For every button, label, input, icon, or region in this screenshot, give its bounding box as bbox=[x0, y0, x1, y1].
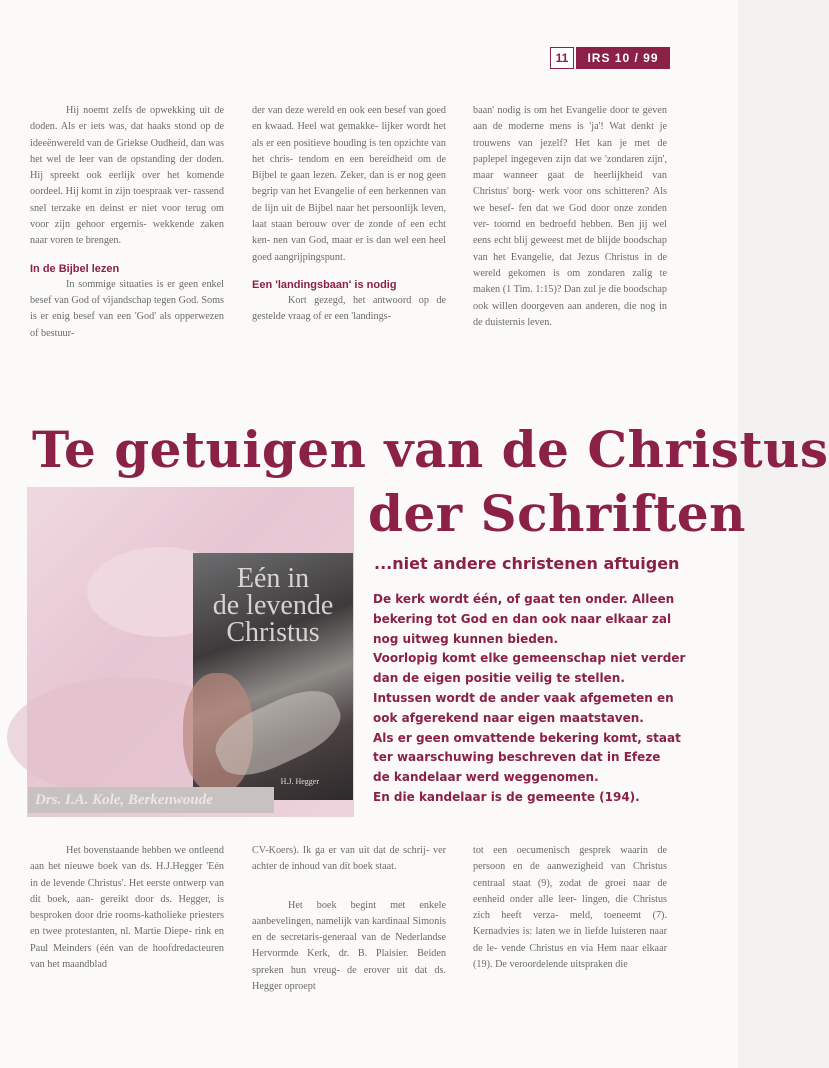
article-title-line-2: der Schriften bbox=[368, 484, 747, 543]
top-column-3 bbox=[473, 103, 667, 331]
body-paragraph: CV-Koers). Ik ga er van uit dat de schrij- ver achter de inhoud van dit boek staat. bbox=[252, 845, 446, 873]
top-column-1 bbox=[30, 103, 224, 342]
book-title-line: de levende bbox=[212, 590, 334, 621]
intro-line: De kerk wordt één, of gaat ten onder. Alleen bbox=[373, 592, 675, 606]
page-number: 11 bbox=[550, 47, 574, 69]
body-paragraph: baan' nodig is om het Evangelie door te geven aan de moderne mens is 'ja'! Wat denkt je trouwens van jezelf? Het kan je met de paplepel ingegeven zijn dat we 'zondaren zijn', maar wanneer gaat de heerlijkheid van Christus' borg- werk voor ons schitteren? Als we besef- fen dat we God door onze zonden ver- toornd en bedroefd hebben. Ben jij wel eens echt blij geweest met de blijde boodschap van het Evangelie, dat Jezus Christus in de wereld gekomen is om zondaren zalig te maken (1 Tim. 1:15)? Dan zul je die boodschap ook willen doorgeven aan anderen, die nog in de duisternis leven. bbox=[473, 105, 667, 328]
body-paragraph: Kort gezegd, het antwoord op de gestelde vraag of er een 'landings- bbox=[252, 294, 446, 323]
page-badge bbox=[550, 47, 670, 69]
intro-line: ter waarschuwing beschreven dat in Efeze bbox=[373, 750, 661, 765]
intro-line: Intussen wordt de ander vaak afgemeten en bbox=[373, 690, 674, 705]
intro-line: nog uitweg kunnen bieden. bbox=[373, 631, 559, 646]
paragraph-gap bbox=[252, 887, 446, 898]
book-cover-author: H.J. Hegger bbox=[280, 777, 319, 786]
top-column-2 bbox=[252, 103, 446, 326]
bottom-column-2 bbox=[252, 843, 446, 995]
book-cover-image bbox=[193, 553, 353, 800]
paragraph-gap bbox=[252, 266, 446, 277]
section-heading: In de Bijbel lezen bbox=[30, 262, 120, 275]
body-paragraph: Het boek begint met enkele aanbevelingen, namelijk van kardinaal Simonis en de secretaris-generaal van de Nederlandse Hervormde Kerk, dr. B. Plaisier. Beiden spreken hun vreug- de erover uit dat ds. Hegger oproept bbox=[252, 899, 446, 993]
intro-line: ook afgerekend naar eigen maatstaven. bbox=[373, 710, 644, 725]
article-title-line-1: Te getuigen van de Christus bbox=[32, 420, 829, 479]
bottom-column-3 bbox=[473, 843, 667, 973]
intro-line: Voorlopig komt elke gemeenschap niet verder bbox=[373, 651, 686, 666]
intro-line: dan de eigen positie veilig te stellen. bbox=[373, 671, 625, 686]
intro-line: bekering tot God en dan ook naar elkaar zal bbox=[373, 611, 672, 626]
paragraph-gap bbox=[252, 876, 446, 887]
issue-label: IRS 10 / 99 bbox=[576, 47, 670, 69]
body-paragraph: der van deze wereld en ook een besef van goed en kwaad. Heel wat gemakke- lijker wordt het als er een positieve houding is ten opzichte van het chris- tendom en een bereidheid om de Bijbel te gaan lezen. Zeker, dan is er nog geen begrip van het Evangelie of een herkennen van de lijn uit de Bijbel naar het persoonlijk leven, laat staan berouw over de zonde of een echt ken- nen van God, maar er is dan wel een heel goed aangrijpingspunt. bbox=[252, 105, 446, 263]
intro-line: En die kandelaar is de gemeente (194). bbox=[373, 789, 640, 804]
paragraph-gap bbox=[30, 250, 224, 261]
body-paragraph: Hij noemt zelfs de opwekking uit de doden. Als er iets was, dat haaks stond op de ideeënwereld van de Griekse Oudheid, dan was het wel de leer van de opstanding der doden. Hij spreekt ook eerlijk over het komende oordeel. Hij komt in zijn toespraak ver- rassend snel terzake en deinst er niet voor terug om voor zijn gehoor ergernis- wekkende zaken naar voren te brengen. bbox=[30, 105, 224, 247]
photo-caption: Drs. I.A. Kole, Berkenwoude bbox=[28, 787, 274, 813]
book-title-line: Christus bbox=[226, 617, 320, 648]
intro-line: Als er geen omvattende bekering komt, staat bbox=[373, 730, 681, 745]
article-subheading: ...niet andere christenen aftuigen bbox=[374, 554, 680, 573]
intro-line: de kandelaar werd weggenomen. bbox=[373, 770, 599, 785]
bottom-column-1 bbox=[30, 843, 224, 973]
body-paragraph: In sommige situaties is er geen enkel besef van God of vijandschap tegen God. Soms is er enig besef van een 'God' als opperwezen of bestuur- bbox=[30, 278, 224, 339]
body-paragraph: Het bovenstaande hebben we ontleend aan het nieuwe boek van ds. H.J.Hegger 'Eén in de levende Christus'. Het eerste ontwerp van dit boek, aan- gereikt door ds. Hegger, is besproken door drie rooms-katholieke priesters en twee protestanten, nl. Martie Diepe- rink en Paul Meinders (één van de hoofdredacteuren van het maandblad bbox=[30, 845, 224, 971]
book-cover-title bbox=[193, 565, 353, 646]
intro-text bbox=[373, 590, 686, 808]
body-paragraph: tot een oecumenisch gesprek waarin de persoon en de aanwezigheid van Christus centraal staat (9), zodat de groei naar de eenheid onder alle leer- lingen, die Christus zich heeft verza- meld, toeneemt (7). Kernadvies is: laten we in liefde luisteren naar de le- vende Christus en via Hem naar elkaar (19). De veroordelende uitspraken die bbox=[473, 845, 667, 971]
book-title-line: Eén in bbox=[236, 563, 310, 594]
section-heading: Een 'landingsbaan' is nodig bbox=[252, 278, 397, 291]
